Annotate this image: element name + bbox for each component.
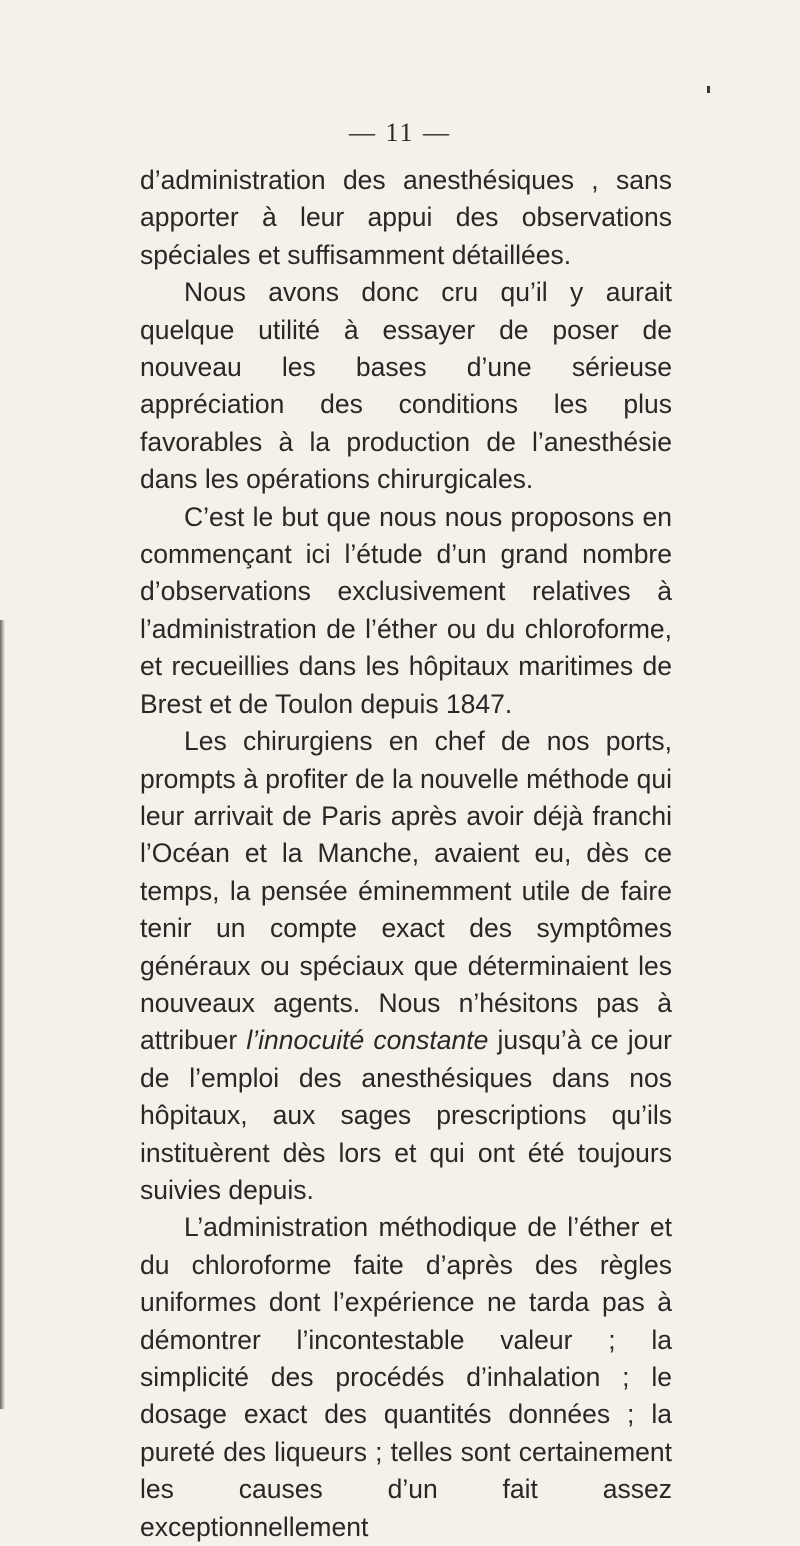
ink-speck xyxy=(707,86,710,93)
page-number: — 11 — xyxy=(348,118,452,147)
paragraph-3: C’est le but que nous nous proposons en commençant ici l’étude d’un grand nombre d’observations exclusivement relatives à l’administration de l’éther ou du chloroforme, et recueillies dans les hôpitaux maritimes de Brest et de Toulon depuis 1847. xyxy=(140,501,672,719)
page-edge-shadow xyxy=(0,620,5,1409)
paragraph-1: d’administration des anesthésiques , sans apporter à leur appui des observations spéciales et suffisamment détaillées. xyxy=(140,165,672,270)
paragraph-4-tail: jusqu’à ce jour de l’emploi des anesthésiques dans nos hôpitaux, aux sages prescriptions qu’ils instituèrent dès lors et qui ont été toujours suivies depuis. xyxy=(140,1025,672,1205)
emphasis-innocuite: l’innocuité constante xyxy=(246,1025,489,1056)
paragraph-2: Nous avons donc cru qu’il y aurait quelque utilité à essayer de poser de nouveau les bases d’une sérieuse appréciation des conditions les plus favorables à la production de l’anesthésie dans les opérations chirurgicales. xyxy=(140,277,672,495)
paragraph-5: L’administration méthodique de l’éther et du chloroforme faite d’après des règles uniformes dont l’expérience ne tarda pas à démontrer l’incontestable valeur ; la simplicité des procédés d’inhalation ; le dosage exact des quantités données ; la pureté des liqueurs ; telles sont certainement les causes d’un fait assez exceptionnellement xyxy=(140,1212,672,1542)
paragraph-4-lead: Les chirurgiens en chef de nos ports, prompts à profiter de la nouvelle méthode qui leur arrivait de Paris après avoir déjà franchi l’Océan et la Manche, avaient eu, dès ce temps, la pensée éminemment utile de faire tenir un compte exact des symptômes généraux ou spéciaux que déterminaient les nouveaux agents. Nous n’hésitons pas à attribuer xyxy=(140,726,672,1056)
body-text xyxy=(140,162,672,1546)
paragraph-4 xyxy=(140,723,672,1209)
